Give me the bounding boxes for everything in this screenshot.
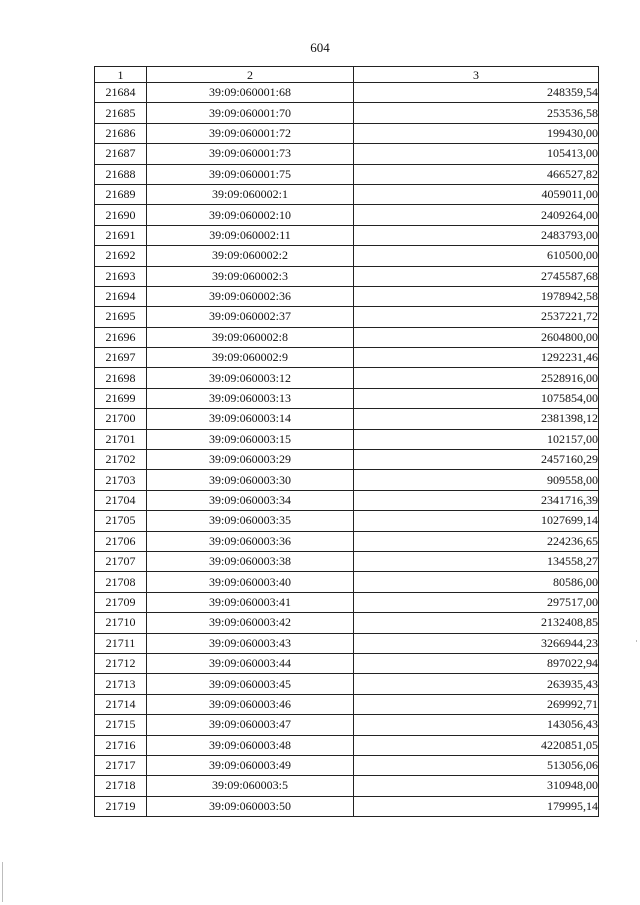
- table-row: [95, 653, 599, 673]
- cadastral-value-cell: 263935,43: [354, 674, 599, 694]
- row-number-cell: 21695: [95, 307, 147, 327]
- table-row: [95, 246, 599, 266]
- table-row: [95, 103, 599, 123]
- table-header-row: [95, 67, 599, 83]
- cadastral-value-cell: 143056,43: [354, 715, 599, 735]
- table-row: [95, 164, 599, 184]
- row-number-cell: 21710: [95, 613, 147, 633]
- cadastral-value-cell: 4059011,00: [354, 184, 599, 204]
- table-body: [95, 83, 599, 817]
- cadastral-value-cell: 2381398,12: [354, 409, 599, 429]
- cadastral-value-cell: 199430,00: [354, 123, 599, 143]
- row-number-cell: 21716: [95, 735, 147, 755]
- cadastral-number-cell: 39:09:060001:73: [147, 144, 354, 164]
- table-row: [95, 144, 599, 164]
- table-row: [95, 368, 599, 388]
- row-number-cell: 21719: [95, 796, 147, 816]
- table-row: [95, 83, 599, 103]
- cadastral-number-cell: 39:09:060001:68: [147, 83, 354, 103]
- cadastral-value-cell: 248359,54: [354, 83, 599, 103]
- cadastral-number-cell: 39:09:060003:49: [147, 755, 354, 775]
- cadastral-number-cell: 39:09:060002:8: [147, 327, 354, 347]
- table-row: [95, 450, 599, 470]
- cadastral-value-cell: 466527,82: [354, 164, 599, 184]
- cadastral-number-cell: 39:09:060002:3: [147, 266, 354, 286]
- cadastral-value-cell: 297517,00: [354, 592, 599, 612]
- cadastral-number-cell: 39:09:060003:50: [147, 796, 354, 816]
- cadastral-number-cell: 39:09:060001:75: [147, 164, 354, 184]
- table-row: [95, 694, 599, 714]
- row-number-cell: 21689: [95, 184, 147, 204]
- row-number-cell: 21713: [95, 674, 147, 694]
- table-row: [95, 715, 599, 735]
- column-header-number: 1: [95, 67, 147, 83]
- row-number-cell: 21688: [95, 164, 147, 184]
- row-number-cell: 21694: [95, 286, 147, 306]
- table-row: [95, 388, 599, 408]
- table-row: [95, 409, 599, 429]
- table-row: [95, 755, 599, 775]
- cadastral-value-cell: 1978942,58: [354, 286, 599, 306]
- row-number-cell: 21686: [95, 123, 147, 143]
- cadastral-number-cell: 39:09:060003:34: [147, 490, 354, 510]
- table-row: [95, 674, 599, 694]
- row-number-cell: 21685: [95, 103, 147, 123]
- cadastral-number-cell: 39:09:060003:43: [147, 633, 354, 653]
- table-row: [95, 490, 599, 510]
- cadastral-value-cell: 2483793,00: [354, 225, 599, 245]
- row-number-cell: 21708: [95, 572, 147, 592]
- row-number-cell: 21701: [95, 429, 147, 449]
- cadastral-number-cell: 39:09:060003:29: [147, 450, 354, 470]
- row-number-cell: 21693: [95, 266, 147, 286]
- cadastral-value-cell: 310948,00: [354, 776, 599, 796]
- table-row: [95, 348, 599, 368]
- column-header-value: 3: [354, 67, 599, 83]
- table-row: [95, 572, 599, 592]
- cadastral-number-cell: 39:09:060003:13: [147, 388, 354, 408]
- table-row: [95, 470, 599, 490]
- cadastral-value-cell: 105413,00: [354, 144, 599, 164]
- cadastral-value-cell: 909558,00: [354, 470, 599, 490]
- table-row: [95, 735, 599, 755]
- row-number-cell: 21709: [95, 592, 147, 612]
- cadastral-value-cell: 1027699,14: [354, 511, 599, 531]
- cadastral-number-cell: 39:09:060003:44: [147, 653, 354, 673]
- table-row: [95, 123, 599, 143]
- cadastral-number-cell: 39:09:060003:48: [147, 735, 354, 755]
- cadastral-number-cell: 39:09:060003:47: [147, 715, 354, 735]
- cadastral-value-cell: 2537221,72: [354, 307, 599, 327]
- cadastral-number-cell: 39:09:060003:45: [147, 674, 354, 694]
- table-row: [95, 286, 599, 306]
- cadastral-number-cell: 39:09:060003:35: [147, 511, 354, 531]
- table-row: [95, 511, 599, 531]
- row-number-cell: 21707: [95, 551, 147, 571]
- cadastral-value-cell: 2341716,39: [354, 490, 599, 510]
- cadastral-number-cell: 39:09:060003:41: [147, 592, 354, 612]
- row-number-cell: 21697: [95, 348, 147, 368]
- cadastral-value-cell: 269992,71: [354, 694, 599, 714]
- cadastral-value-cell: 2604800,00: [354, 327, 599, 347]
- cadastral-value-cell: 253536,58: [354, 103, 599, 123]
- cadastral-number-cell: 39:09:060003:14: [147, 409, 354, 429]
- table-row: [95, 327, 599, 347]
- cadastral-number-cell: 39:09:060003:5: [147, 776, 354, 796]
- row-number-cell: 21714: [95, 694, 147, 714]
- row-number-cell: 21715: [95, 715, 147, 735]
- cadastral-value-cell: 513056,06: [354, 755, 599, 775]
- table-row: [95, 225, 599, 245]
- cadastral-value-cell: 1292231,46: [354, 348, 599, 368]
- row-number-cell: 21711: [95, 633, 147, 653]
- scan-edge-mark: [636, 640, 637, 642]
- table-row: [95, 551, 599, 571]
- cadastral-number-cell: 39:09:060001:72: [147, 123, 354, 143]
- cadastral-number-cell: 39:09:060002:10: [147, 205, 354, 225]
- page-number: 604: [310, 40, 330, 55]
- cadastral-value-cell: 102157,00: [354, 429, 599, 449]
- cadastral-value-cell: 134558,27: [354, 551, 599, 571]
- scan-edge-mark: [2, 862, 3, 902]
- cadastral-number-cell: 39:09:060001:70: [147, 103, 354, 123]
- row-number-cell: 21705: [95, 511, 147, 531]
- cadastral-value-cell: 1075854,00: [354, 388, 599, 408]
- cadastral-number-cell: 39:09:060002:11: [147, 225, 354, 245]
- cadastral-value-cell: 3266944,23: [354, 633, 599, 653]
- cadastral-value-cell: 897022,94: [354, 653, 599, 673]
- cadastral-value-cell: 2409264,00: [354, 205, 599, 225]
- table-row: [95, 205, 599, 225]
- row-number-cell: 21692: [95, 246, 147, 266]
- table-row: [95, 266, 599, 286]
- cadastral-number-cell: 39:09:060002:9: [147, 348, 354, 368]
- row-number-cell: 21699: [95, 388, 147, 408]
- table-row: [95, 613, 599, 633]
- table-row: [95, 429, 599, 449]
- table-row: [95, 592, 599, 612]
- row-number-cell: 21684: [95, 83, 147, 103]
- table-row: [95, 307, 599, 327]
- table-row: [95, 184, 599, 204]
- row-number-cell: 21712: [95, 653, 147, 673]
- row-number-cell: 21696: [95, 327, 147, 347]
- cadastral-value-cell: 80586,00: [354, 572, 599, 592]
- cadastral-value-cell: 224236,65: [354, 531, 599, 551]
- cadastral-value-cell: 610500,00: [354, 246, 599, 266]
- cadastral-number-cell: 39:09:060003:38: [147, 551, 354, 571]
- table-row: [95, 796, 599, 816]
- row-number-cell: 21717: [95, 755, 147, 775]
- cadastral-value-cell: 2457160,29: [354, 450, 599, 470]
- cadastral-number-cell: 39:09:060002:36: [147, 286, 354, 306]
- table-row: [95, 531, 599, 551]
- cadastral-value-cell: 2528916,00: [354, 368, 599, 388]
- cadastral-value-cell: 179995,14: [354, 796, 599, 816]
- cadastral-number-cell: 39:09:060003:36: [147, 531, 354, 551]
- cadastral-number-cell: 39:09:060003:42: [147, 613, 354, 633]
- cadastral-number-cell: 39:09:060003:15: [147, 429, 354, 449]
- cadastral-number-cell: 39:09:060003:12: [147, 368, 354, 388]
- row-number-cell: 21703: [95, 470, 147, 490]
- cadastral-number-cell: 39:09:060003:40: [147, 572, 354, 592]
- row-number-cell: 21690: [95, 205, 147, 225]
- row-number-cell: 21706: [95, 531, 147, 551]
- table-row: [95, 633, 599, 653]
- cadastral-number-cell: 39:09:060002:2: [147, 246, 354, 266]
- row-number-cell: 21687: [95, 144, 147, 164]
- row-number-cell: 21702: [95, 450, 147, 470]
- cadastral-value-cell: 2132408,85: [354, 613, 599, 633]
- cadastral-value-cell: 4220851,05: [354, 735, 599, 755]
- cadastral-number-cell: 39:09:060002:37: [147, 307, 354, 327]
- row-number-cell: 21700: [95, 409, 147, 429]
- cadastral-number-cell: 39:09:060003:46: [147, 694, 354, 714]
- row-number-cell: 21691: [95, 225, 147, 245]
- row-number-cell: 21718: [95, 776, 147, 796]
- cadastral-value-table: [94, 66, 599, 817]
- column-header-cadastral-number: 2: [147, 67, 354, 83]
- row-number-cell: 21704: [95, 490, 147, 510]
- row-number-cell: 21698: [95, 368, 147, 388]
- cadastral-value-cell: 2745587,68: [354, 266, 599, 286]
- cadastral-number-cell: 39:09:060002:1: [147, 184, 354, 204]
- table-row: [95, 776, 599, 796]
- cadastral-number-cell: 39:09:060003:30: [147, 470, 354, 490]
